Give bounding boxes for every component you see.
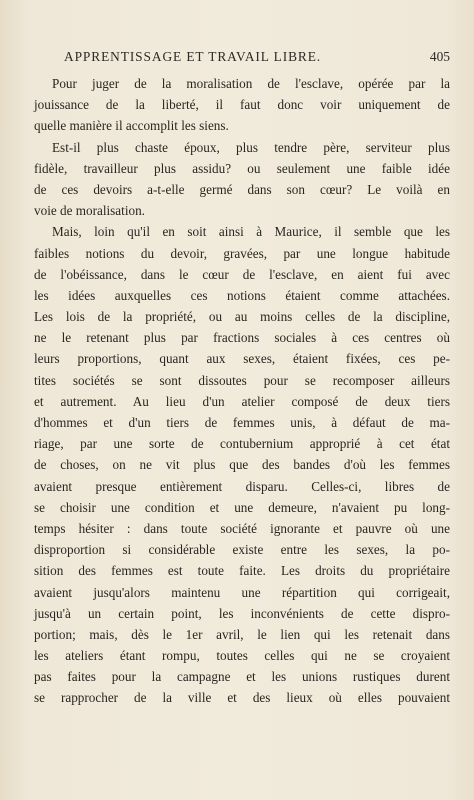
text-line: portion; mais, dès le 1er avril, le lien qui les retenait dans — [34, 626, 450, 642]
text-line: temps hésiter : dans toute société ignorante et pauvre où une — [34, 520, 450, 536]
text-line: ne le retenant plus par fractions sociales à ces centres où — [34, 330, 450, 346]
text-line: les idées auxquelles ces notions étaient comme attachées. — [34, 287, 450, 303]
text-line: et autrement. Au lieu d'un atelier composé de deux tiers — [34, 393, 450, 409]
page-number: 405 — [429, 49, 450, 64]
text-line: de ces devoirs a-t-elle germé dans son cœur? Le voilà en — [34, 181, 450, 197]
text-line: pas faites pour la campagne et les unions rustiques durent — [34, 669, 450, 685]
text-line: Pour juger de la moralisation de l'esclave, opérée par la — [52, 76, 450, 91]
text-line: jusqu'à un certain point, les inconvénients de cette dispro- — [34, 605, 450, 621]
text-line: avaient presque entièrement disparu. Celles-ci, libres de — [34, 478, 450, 494]
text-line: disproportion si considérable existe entre les sexes, la po- — [34, 542, 450, 558]
text-line: d'hommes et d'un tiers de femmes unis, à défaut de ma- — [34, 415, 450, 430]
text-line: sition des femmes est toute faite. Les droits du propriétaire — [34, 563, 450, 579]
text-line: Mais, loin qu'il en soit ainsi à Maurice, il semble que les — [52, 224, 450, 240]
text-line: fidèle, travailleur plus assidu? ou seulement une faible idée — [34, 160, 450, 176]
text-line: faibles notions du devoir, gravées, par une longue habitude — [34, 245, 450, 261]
text-line: les ateliers étant rompu, toutes celles qui ne se croyaient — [34, 648, 450, 664]
text-line: Est-il plus chaste époux, plus tendre père, serviteur plus — [52, 139, 450, 155]
text-line: Les lois de la propriété, ou au moins celles de la discipline, — [34, 309, 450, 325]
text-line: leurs proportions, quant aux sexes, étaient fixées, ces pe- — [34, 351, 450, 367]
text-line: se choisir une condition et une demeure, n'avaient pu long- — [34, 499, 450, 515]
text-line: avaient jusqu'alors maintenu une répartition qui corrigeait, — [34, 584, 450, 600]
running-header — [34, 49, 450, 67]
body-text — [34, 73, 450, 709]
running-title: APPRENTISSAGE ET TRAVAIL LIBRE. — [64, 49, 322, 64]
text-line: quelle manière il accomplit les siens. — [34, 118, 229, 134]
text-line: se rapprocher de la ville et des lieux où elles pouvaient — [34, 690, 450, 706]
text-line: de l'obéissance, dans le cœur de l'esclave, en aient fui avec — [34, 266, 450, 282]
text-line: de choses, on ne vit plus que des bandes d'où les femmes — [34, 457, 450, 473]
text-line: voie de moralisation. — [34, 203, 145, 219]
text-line: tites sociétés se sont dissoutes pour se recomposer ailleurs — [34, 372, 450, 388]
text-line: jouissance de la liberté, il faut donc voir uniquement de — [34, 97, 450, 113]
text-line: riage, par une sorte de contubernium approprié à cet état — [34, 436, 450, 452]
